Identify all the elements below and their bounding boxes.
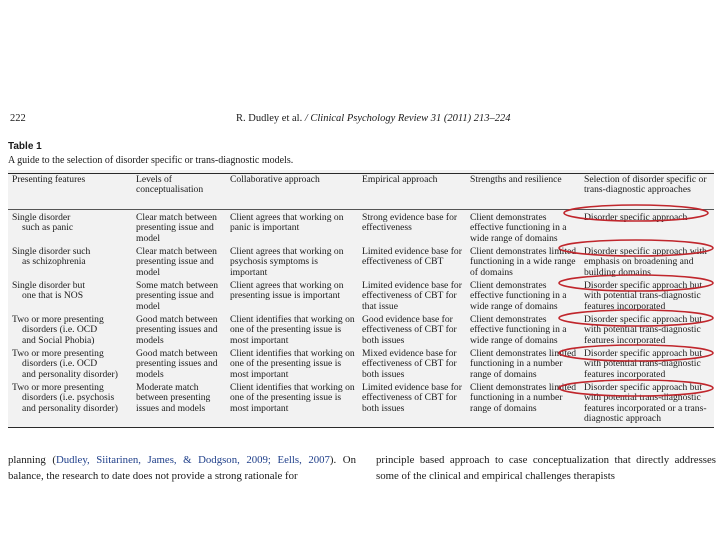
strengths-cell: Client demonstrates effective functioning in a wide range of domains xyxy=(470,280,567,312)
table-row xyxy=(8,349,714,383)
levels-cell: Good match between presenting issues and models xyxy=(136,314,218,346)
journal-citation: / Clinical Psychology Review 31 (2011) 213–224 xyxy=(302,113,511,124)
empirical-cell: Limited evidence base for effectiveness of CBT for that issue xyxy=(362,280,462,312)
collaborative-cell: Client identifies that working on one of the presenting issue is most important xyxy=(230,314,355,346)
table-row xyxy=(8,315,714,349)
body-text-left: planning (Dudley, Siitarinen, James, & Dodgson, 2009; Eells, 2007). On balance, the research to date does not provide a strong rationale for xyxy=(8,454,356,482)
table-row xyxy=(8,247,714,281)
selection-cell: Disorder specific approach but with potential trans-diagnostic features incorporated xyxy=(584,314,703,346)
selection-cell: Disorder specific approach xyxy=(584,212,688,223)
column-header: Empirical approach xyxy=(362,174,438,185)
levels-cell: Moderate match between presenting issues and models xyxy=(136,382,211,414)
table-container xyxy=(8,170,714,428)
selection-cell: Disorder specific approach but with potential trans-diagnostic features incorporated or a trans-diagnostic approach xyxy=(584,382,707,425)
selection-cell: Disorder specific approach with emphasis on broadening and building domains xyxy=(584,246,707,278)
empirical-cell: Mixed evidence base for effectiveness of CBT for both issues xyxy=(362,348,457,380)
collaborative-cell: Client identifies that working on one of the presenting issue is most important xyxy=(230,382,355,414)
empirical-cell: Strong evidence base for effectiveness xyxy=(362,212,458,234)
table-bottom-rule xyxy=(8,427,714,428)
presenting-cell: Single disorder such as schizophrenia xyxy=(12,246,91,268)
authors: R. Dudley et al. xyxy=(236,113,303,124)
collaborative-cell: Client agrees that working on presenting issue is important xyxy=(230,280,344,302)
presenting-cell: Two or more presenting disorders (i.e. OCD and personality disorder) xyxy=(12,348,118,380)
column-header: Presenting features xyxy=(12,174,86,185)
levels-cell: Clear match between presenting issue and model xyxy=(136,212,217,244)
table-row xyxy=(8,281,714,315)
page-number: 222 xyxy=(10,113,26,124)
table-row xyxy=(8,383,714,427)
strengths-cell: Client demonstrates effective functioning in a wide range of domains xyxy=(470,212,567,244)
strengths-cell: Client demonstrates effective functioning in a wide range of domains xyxy=(470,314,567,346)
presenting-cell: Two or more presenting disorders (i.e. OCD and Social Phobia) xyxy=(12,314,104,346)
column-header: Selection of disorder specific or trans-diagnostic approaches xyxy=(584,174,707,196)
citation-link[interactable]: Dudley, Siitarinen, James, & Dodgson, 2009; Eells, 2007 xyxy=(55,454,330,466)
column-header: Levels of conceptualisation xyxy=(136,174,204,196)
table-row xyxy=(8,213,714,247)
strengths-cell: Client demonstrates limited functioning in a wide range of domains xyxy=(470,246,577,278)
column-header: Strengths and resilience xyxy=(470,174,562,185)
presenting-cell: Two or more presenting disorders (i.e. psychosis and personality disorder) xyxy=(12,382,118,414)
empirical-cell: Limited evidence base for effectiveness of CBT xyxy=(362,246,462,268)
table-caption: A guide to the selection of disorder specific or trans-diagnostic models. xyxy=(8,155,294,166)
selection-cell: Disorder specific approach but with potential trans-diagnostic features incorporated xyxy=(584,280,703,312)
collaborative-cell: Client agrees that working on psychosis symptoms is important xyxy=(230,246,344,278)
selection-cell: Disorder specific approach but with potential trans-diagnostic features incorporated xyxy=(584,348,703,380)
page-header xyxy=(10,113,710,129)
levels-cell: Clear match between presenting issue and model xyxy=(136,246,217,278)
empirical-cell: Good evidence base for effectiveness of CBT for both issues xyxy=(362,314,457,346)
levels-cell: Some match between presenting issue and model xyxy=(136,280,219,312)
strengths-cell: Client demonstrates limited functioning in a number range of domains xyxy=(470,382,577,414)
table-header-row xyxy=(8,175,714,209)
levels-cell: Good match between presenting issues and models xyxy=(136,348,218,380)
column-header: Collaborative approach xyxy=(230,174,320,185)
collaborative-cell: Client identifies that working on one of the presenting issue is most important xyxy=(230,348,355,380)
empirical-cell: Limited evidence base for effectiveness of CBT for both issues xyxy=(362,382,462,414)
strengths-cell: Client demonstrates limited functioning in a number range of domains xyxy=(470,348,577,380)
collaborative-cell: Client agrees that working on panic is important xyxy=(230,212,344,234)
presenting-cell: Single disorder such as panic xyxy=(12,212,74,234)
table-title: Table 1 xyxy=(8,141,42,152)
guide-table xyxy=(8,175,714,427)
journal-reference xyxy=(236,113,511,124)
body-text-right: principle based approach to case conceptualization that directly addresses some of the clinical and empirical challenges therapists xyxy=(376,454,716,482)
presenting-cell: Single disorder but one that is NOS xyxy=(12,280,86,302)
